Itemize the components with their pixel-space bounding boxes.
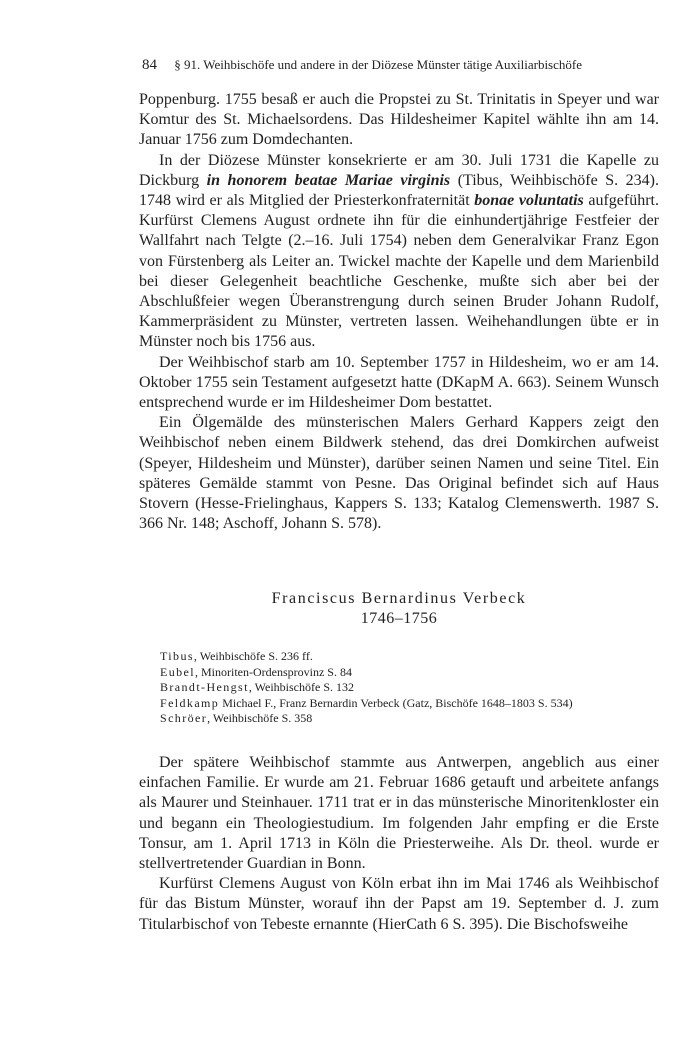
paragraph-2-text-c: aufgeführt. Kurfürst Clemens August ordnete ihn für die einhundertjährige Festfeier der Wallfahrt nach Telgte (2.–16. Juli 1754) neben dem Generalvikar Franz Egon von Fürstenberg als Leiter an. Twickel machte der Kapelle und dem Marienbild bei dieser Gelegenheit beachtliche Geschenke, mußte sich aber bei der Abschlußfeier wegen Überanstrengung durch seinen Bruder Johann Rudolf, Kammerpräsident zu Münster, vertreten lassen. Weihehandlungen übte er in Münster noch bis 1756 aus. <box>139 192 660 351</box>
entry-heading <box>139 589 659 629</box>
reference-item <box>160 649 660 665</box>
latin-phrase-1: in honorem beatae Mariae virginis <box>206 171 451 189</box>
entry-years: 1746–1756 <box>360 610 438 627</box>
reference-item <box>160 665 660 681</box>
main-text-section-2 <box>139 753 659 935</box>
paragraph-1: Poppenburg. 1755 besaß er auch die Propstei zu St. Trinitatis in Speyer und war Komtur des St. Michaelsordens. Das Hildesheimer Kapitel wählte ihn am 14. Januar 1756 zum Domdechanten. <box>139 91 659 149</box>
reference-detail: , Weihbischöfe S. 132 <box>248 680 354 694</box>
paragraph-3: Der Weihbischof starb am 10. September 1757 in Hildesheim, wo er am 14. Oktober 1755 sein Testament aufgesetzt hatte (DKapM A. 663). Seinem Wunsch entsprechend wurde er im Hildesheimer Dom bestattet. <box>139 353 659 412</box>
latin-phrase-2: bonae voluntatis <box>474 192 584 210</box>
reference-detail: , Weihbischöfe S. 236 ff. <box>193 649 313 663</box>
reference-author: Brandt-Hengst <box>160 680 249 694</box>
reference-item <box>160 680 660 696</box>
reference-list <box>160 649 660 727</box>
page-header <box>142 57 662 77</box>
reference-author: Eubel <box>160 664 195 679</box>
reference-item <box>160 711 660 727</box>
page-number: 84 <box>142 57 157 73</box>
reference-detail: , Minoriten-Ordensprovinz S. 84 <box>195 664 352 679</box>
paragraph-5: Der spätere Weihbischof stammte aus Antwerpen, angeblich aus einer einfachen Familie. Er wurde am 21. Februar 1686 getauft und arbeitete anfangs als Maurer und Steinhauer. 1711 trat er in das münsterische Minoritenkloster ein und begann ein Theologiestudium. Im folgenden Jahr empfing er die Erste Tonsur, am 1. April 1713 in Köln die Priesterweihe. Als Dr. theol. wurde er stellvertretender Guardian in Bonn. <box>139 754 659 873</box>
entry-name: Franciscus Bernardinus Verbeck <box>271 590 527 607</box>
paragraph-2-text-b: (Tibus, Weihbischöfe S. 234). 1748 wird er als Mitglied der Priesterkonfraternität <box>139 171 659 210</box>
reference-item <box>160 696 660 712</box>
paragraph-2 <box>139 151 659 353</box>
paragraph-4: Ein Ölgemälde des münsterischen Malers Gerhard Kappers zeigt den Weihbischof neben einem Bildwerk stehend, das drei Domkirchen aufweist (Speyer, Hildesheim und Münster), darüber seinen Namen und seine Titel. Ein späteres Gemälde stammt von Pesne. Das Original befindet sich auf Haus Stovern (Hesse-Frielinghaus, Kappers S. 133; Katalog Clemenswerth. 1987 S. 366 Nr. 148; Aschoff, Johann S. 578). <box>139 414 659 533</box>
reference-author: Schröer <box>160 711 208 725</box>
reference-detail: Michael F., Franz Bernardin Verbeck (Gatz, Bischöfe 1648–1803 S. 534) <box>219 695 573 710</box>
paragraph-2-text-a: In der Diözese Münster konsekrierte er am 30. Juli 1731 die Kapelle zu Dickburg <box>139 151 659 189</box>
main-text-section-1 <box>139 90 659 534</box>
reference-author: Feldkamp <box>160 695 220 710</box>
paragraph-6: Kurfürst Clemens August von Köln erbat ihn im Mai 1746 als Weihbischof für das Bistum Münster, worauf ihn der Papst am 19. September d. J. zum Titularbischof von Tebeste ernannte (HierCath 6 S. 395). Die Bischofsweihe <box>139 875 659 933</box>
reference-author: Tibus <box>160 649 194 663</box>
reference-detail: , Weihbischöfe S. 358 <box>207 711 313 725</box>
running-title: § 91. Weihbischöfe und andere in der Diözese Münster tätige Auxiliarbischöfe <box>174 57 582 72</box>
